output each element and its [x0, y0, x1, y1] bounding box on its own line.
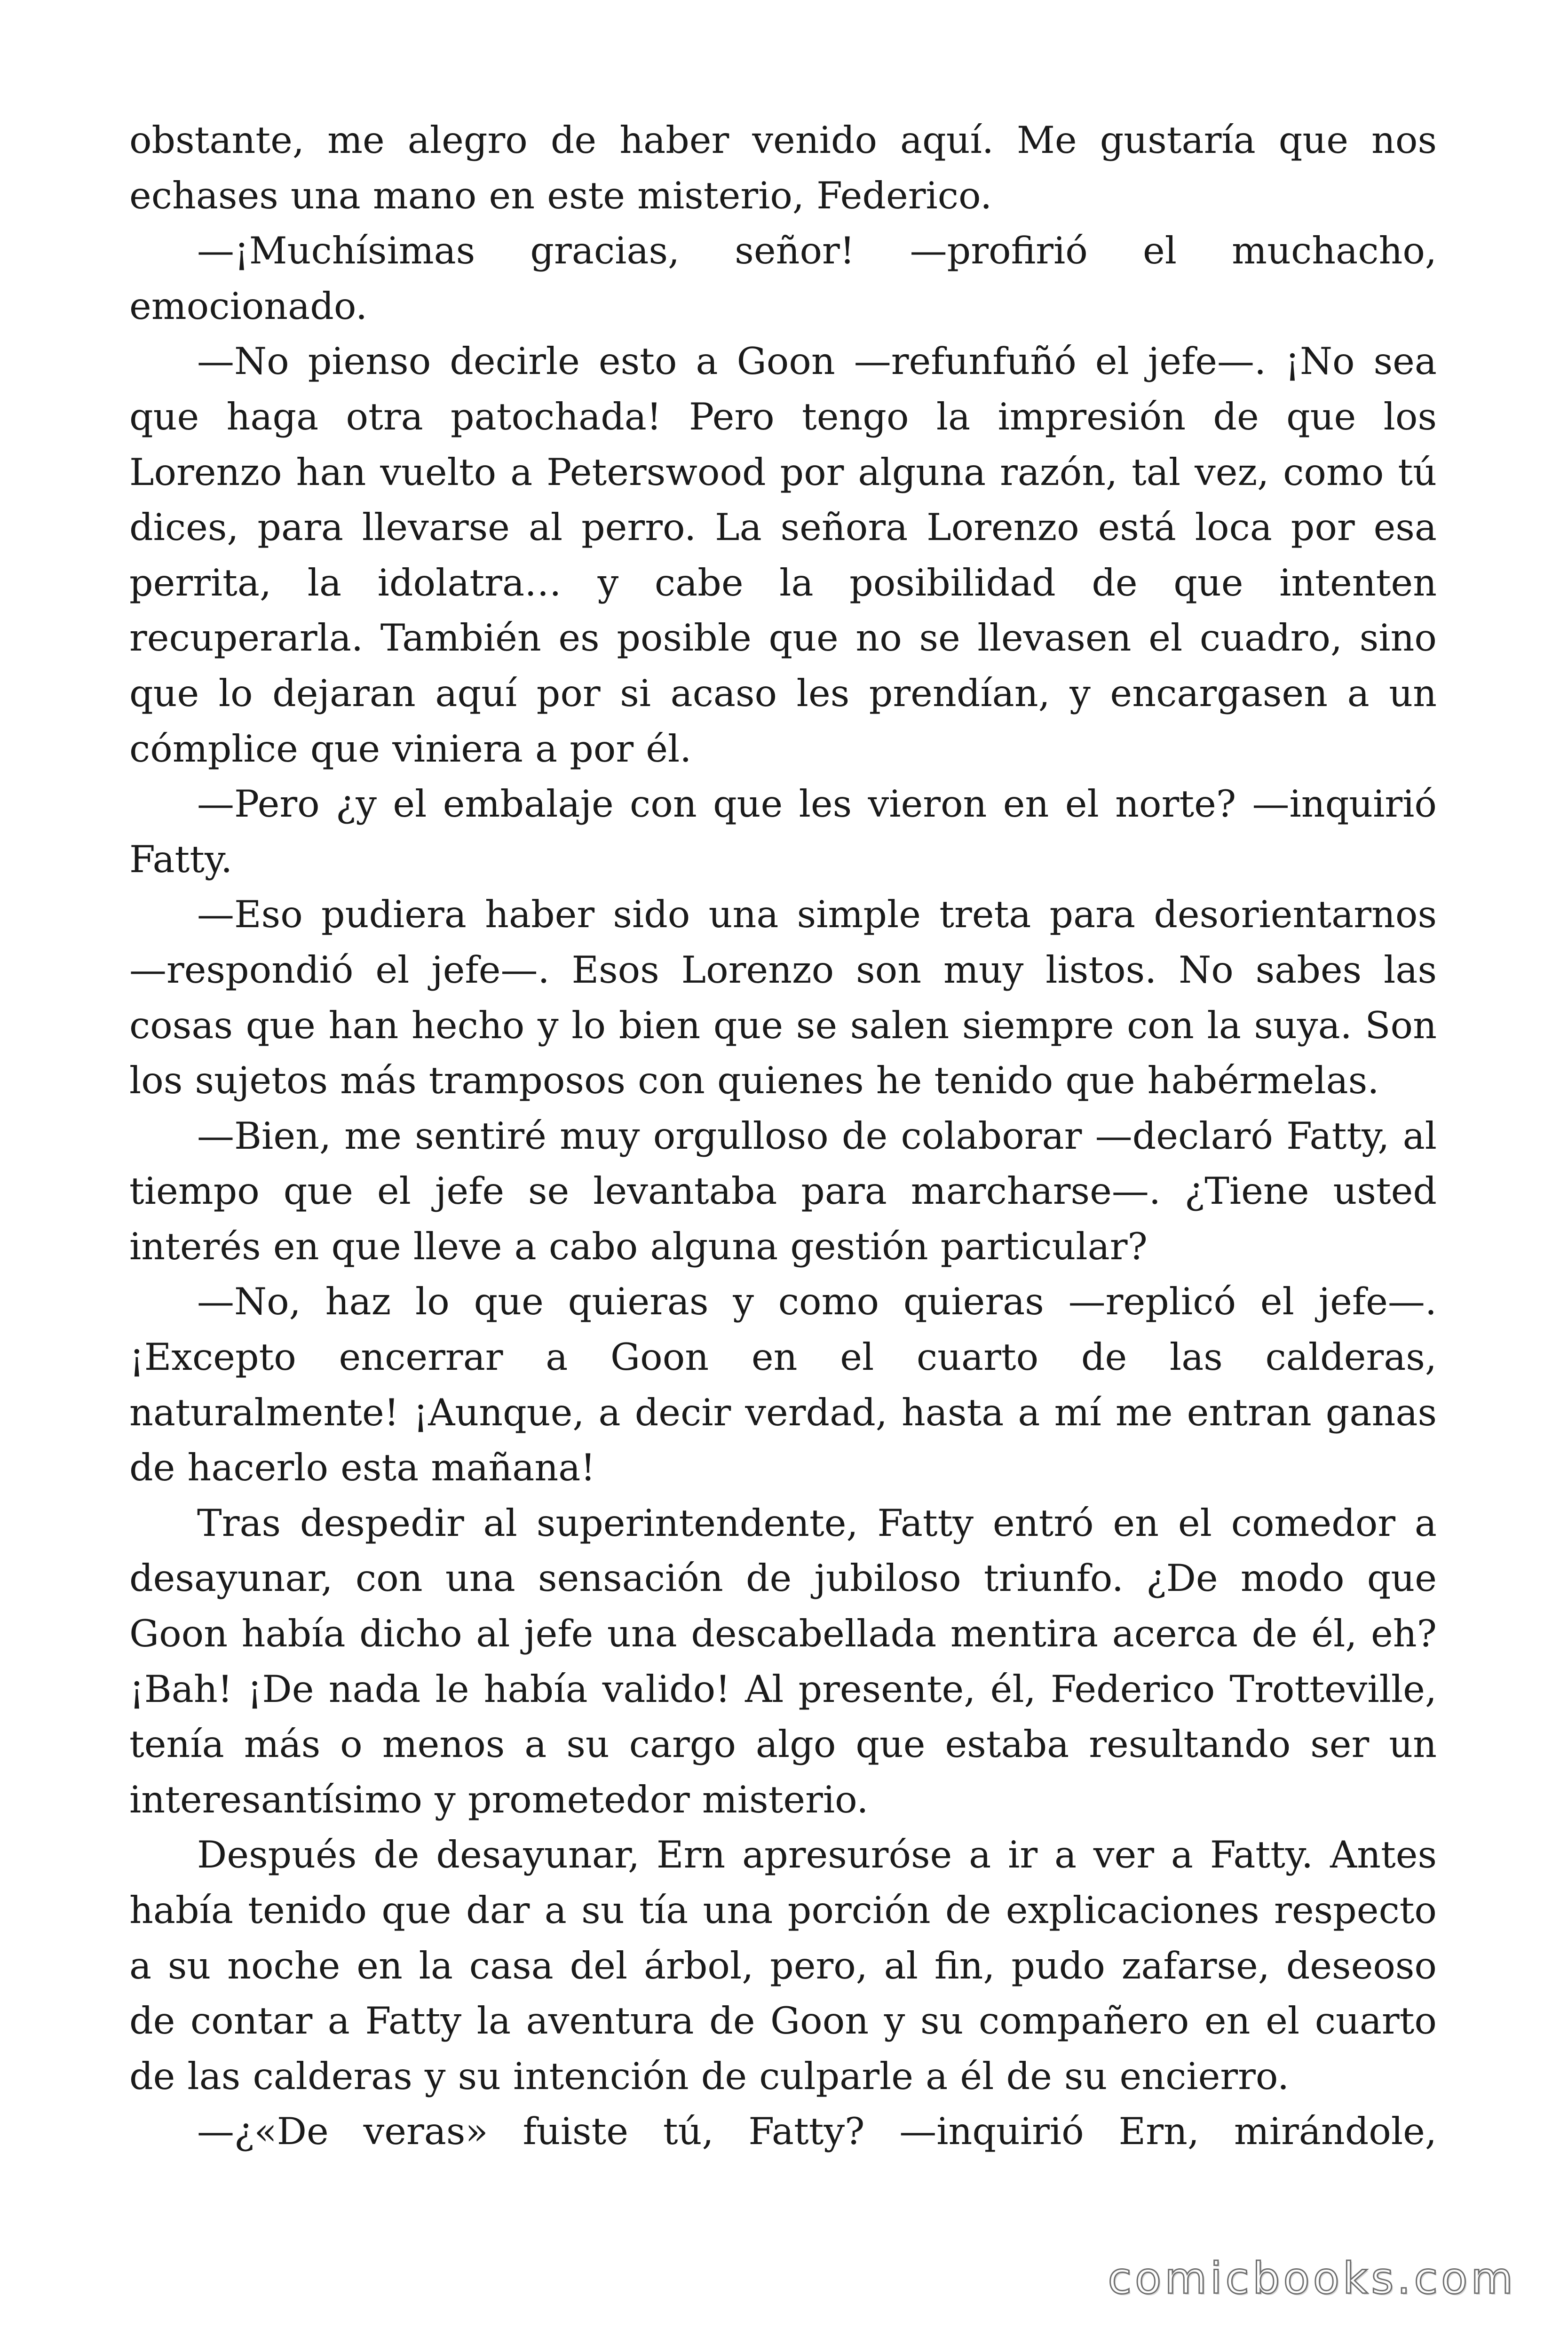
book-page-text	[129, 113, 1437, 2160]
paragraph-8: Tras despedir al superintendente, Fatty entró en el comedor a desayunar, con una sensación de jubiloso triunfo. ¿De modo que Goon había dicho al jefe una descabellada mentira acerca de él, eh? ¡Bah! ¡De nada le había valido! Al presente, él, Federico Trotteville, tenía más o menos a su cargo algo que estaba resultando ser un interesantísimo y prometedor misterio.	[129, 1501, 1437, 1821]
paragraph-10: —¿«De veras» fuiste tú, Fatty? —inquirió Ern, mirándole,	[197, 2110, 1437, 2153]
watermark: comicbooks.com	[1108, 2253, 1516, 2304]
paragraph-3: —No pienso decirle esto a Goon —refunfuñó el jefe—. ¡No sea que haga otra patochada! Pero tengo la impresión de que los Lorenzo han vuelto a Peterswood por alguna razón, tal vez, como tú dices, para llevarse al perro. La señora Lorenzo está loca por esa perrita, la idolatra… y cabe la posibilidad de que intenten recuperarla. También es posible que no se llevasen el cuadro, sino que lo dejaran aquí por si acaso les prendían, y encargasen a un cómplice que viniera a por él.	[129, 340, 1437, 771]
paragraph-2: —¡Muchísimas gracias, señor! —profirió el muchacho, emocionado.	[129, 229, 1437, 328]
paragraph-6: —Bien, me sentiré muy orgulloso de colaborar —declaró Fatty, al tiempo que el jefe se levantaba para marcharse—. ¿Tiene usted interés en que lleve a cabo alguna gestión particular?	[129, 1114, 1437, 1268]
paragraph-5: —Eso pudiera haber sido una simple treta para desorientarnos —respondió el jefe—. Esos Lorenzo son muy listos. No sabes las cosas que han hecho y lo bien que se salen siempre con la suya. Son los sujetos más tramposos con quienes he tenido que habérmelas.	[129, 893, 1437, 1103]
paragraph-1: obstante, me alegro de haber venido aquí. Me gustaría que nos echases una mano en este misterio, Federico.	[129, 119, 1437, 217]
paragraph-4: —Pero ¿y el embalaje con que les vieron en el norte? —inquirió Fatty.	[129, 782, 1437, 881]
paragraph-9: Después de desayunar, Ern apresuróse a ir a ver a Fatty. Antes había tenido que dar a su tía una porción de explicaciones respecto a su noche en la casa del árbol, pero, al fin, pudo zafarse, deseoso de contar a Fatty la aventura de Goon y su compañero en el cuarto de las calderas y su intención de culparle a él de su encierro.	[129, 1833, 1437, 2098]
paragraph-7: —No, haz lo que quieras y como quieras —replicó el jefe—. ¡Excepto encerrar a Goon en el cuarto de las calderas, naturalmente! ¡Aunque, a decir verdad, hasta a mí me entran ganas de hacerlo esta mañana!	[129, 1280, 1437, 1490]
